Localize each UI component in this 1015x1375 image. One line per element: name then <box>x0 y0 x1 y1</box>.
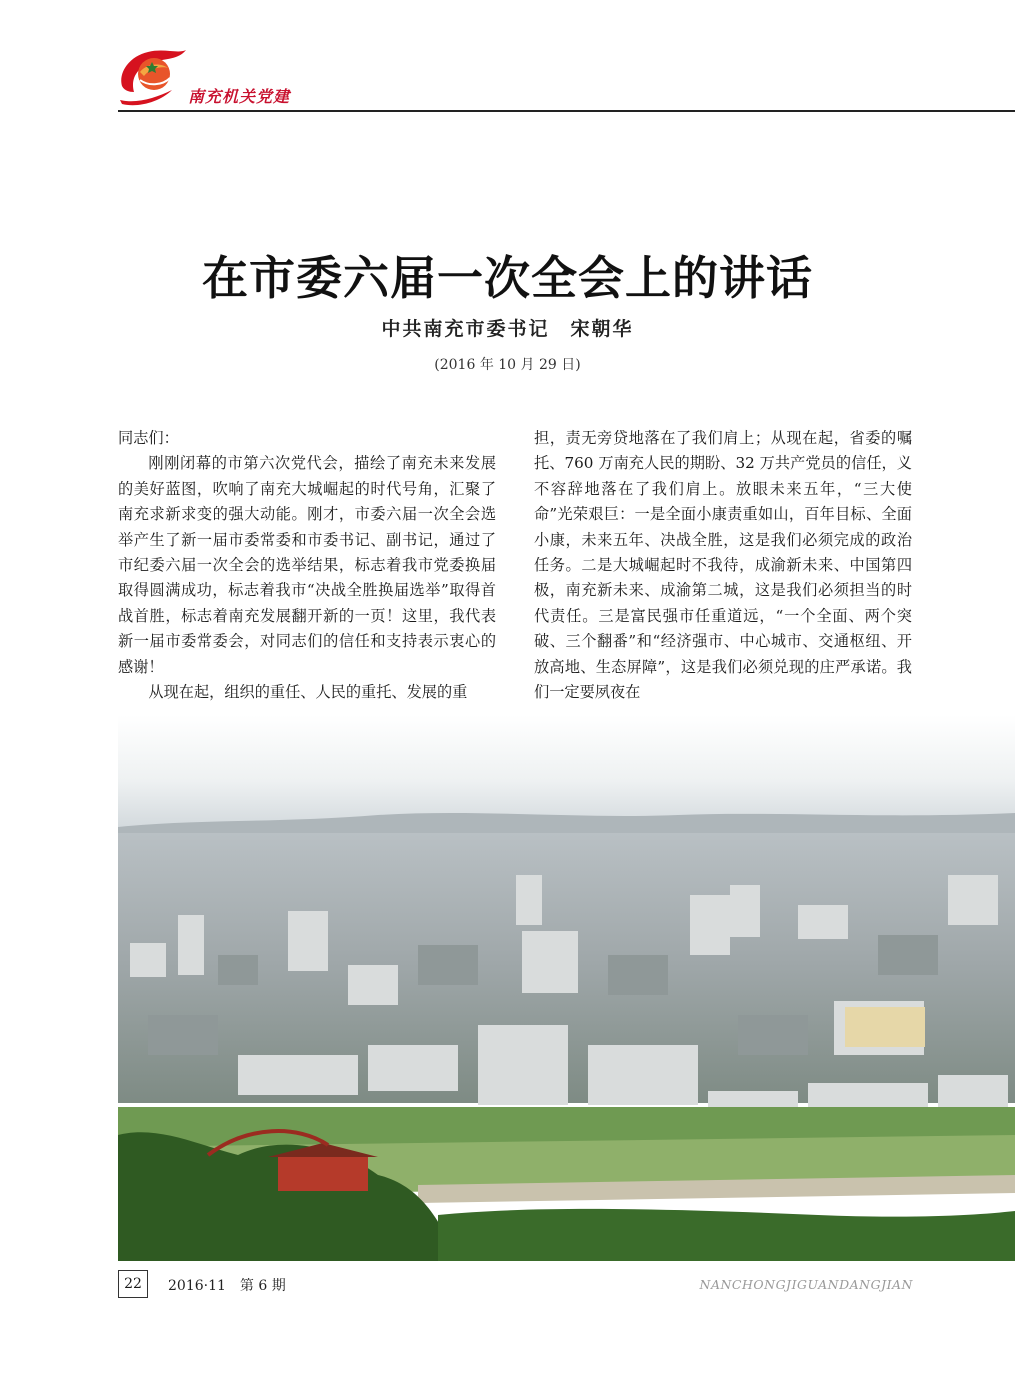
issue-label: 2016·11 第 6 期 <box>168 1278 286 1294</box>
paragraph: 担，责无旁贷地落在了我们肩上；从现在起，省委的嘱托、760 万南充人民的期盼、32 万共产党员的信任，义不容辞地落在了我们肩上。放眼未来五年，“三大使命”光荣艰巨：一是全面小康责重如山，百年目标、全面小康，未来五年、决战全胜，这是我们必须完成的政治任务。二是大城崛起时不我待，成渝新未来、中国第四极，南充新未来、成渝第二城，这是我们必须担当的时代责任。三是富民强市任重道远，“一个全面、两个突破、三个翻番”和“经济强市、中心城市、交通枢纽、开放高地、生态屏障”，这是我们必须兑现的庄严承诺。我们一定要夙夜在 <box>534 429 912 702</box>
page-number: 22 <box>118 1270 148 1298</box>
footer-brand: NANCHONGJIGUANDANGJIAN <box>699 1277 913 1292</box>
text-column-right <box>534 426 912 705</box>
article-title: 在市委六届一次全会上的讲话 <box>202 251 813 305</box>
article-author: 中共南充市委书记 宋朝华 <box>381 318 634 340</box>
salutation: 同志们： <box>118 429 179 447</box>
globe-ribbon-logo <box>116 42 188 108</box>
paragraph: 从现在起，组织的重任、人民的重托、发展的重 <box>148 683 468 702</box>
header-divider <box>118 110 1015 112</box>
paragraph: 刚刚闭幕的市第六次党代会，描绘了南充未来发展的美好蓝图，吹响了南充大城崛起的时代号角，汇聚了南充求新求变的强大动能。刚才，市委六届一次全会选举产生了新一届市委常委和市委书记、副书记，通过了市纪委六届一次全会的选举结果，标志着我市党委换届取得圆满成功，标志着我市“决战全胜换届选举”取得首战首胜，标志着南充发展翻开新的一页！这里，我代表新一届市委常委会，对同志们的信任和支持表示衷心的感谢！ <box>118 454 496 676</box>
section-title: 南充机关党建 <box>188 87 291 106</box>
text-column-left <box>118 426 496 705</box>
article-date: (2016 年 10 月 29 日) <box>434 357 581 373</box>
city-skyline-photo <box>118 715 1015 1261</box>
